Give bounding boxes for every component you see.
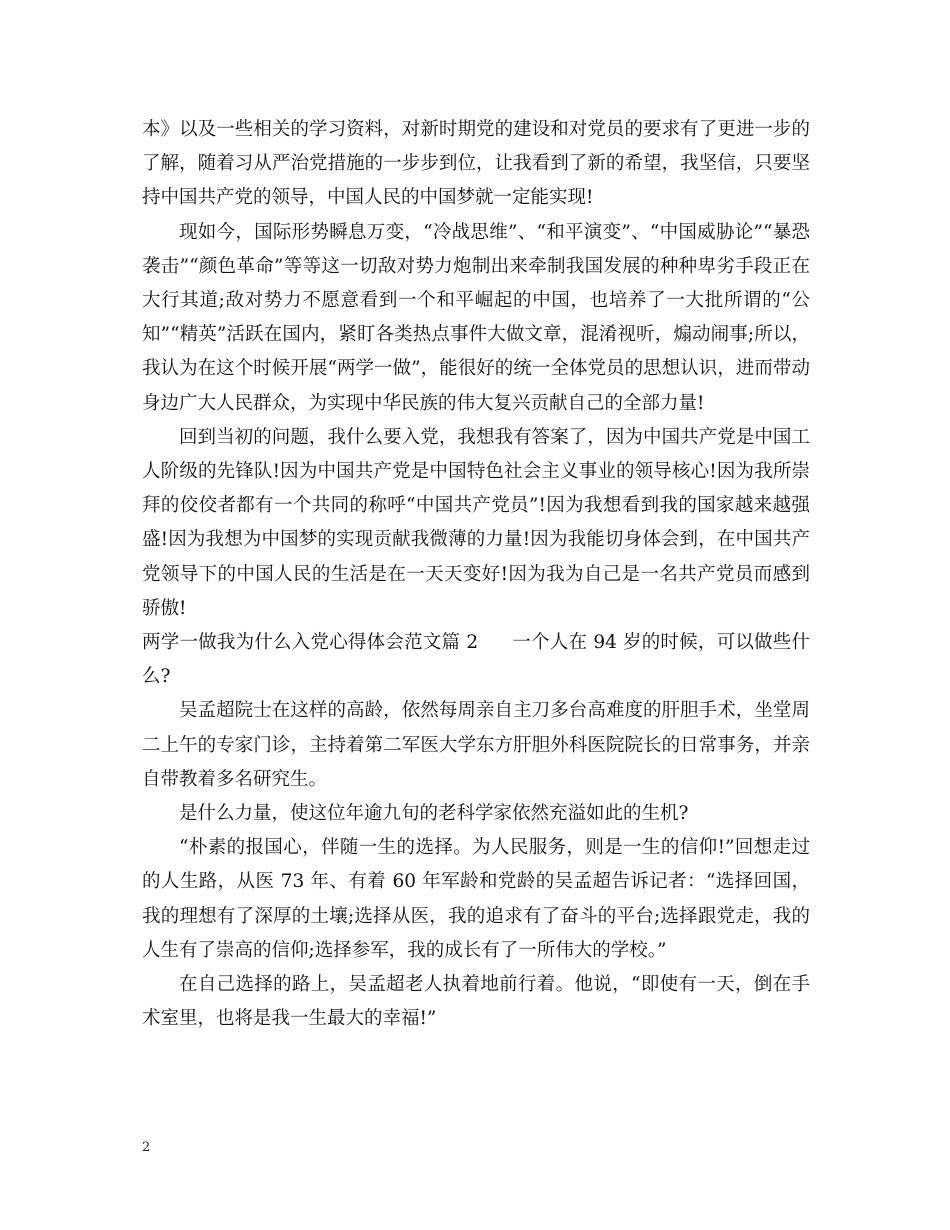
section-title: 两学一做我为什么入党心得体会范文篇 2 [142,632,479,654]
paragraph-continuation: 本》以及一些相关的学习资料，对新时期党的建设和对党员的要求有了更进一步的了解，随着习从严治党措施的一步步到位，让我看到了新的希望，我坚信，只要坚持中国共产党的领导，中国人民的中国梦就一定能实现! [142,119,810,209]
paragraph-why-join-party: 回到当初的问题，我什么要入党，我想我有答案了，因为中国共产党是中国工人阶级的先锋队!因为中国共产党是中国特色社会主义事业的领导核心!因为我所崇拜的佼佼者都有一个共同的称呼“中国共产党员”!因为我想看到我的国家越来越强盛!因为我想为中国梦的实现贡献我微薄的力量!因为我能切身体会到，在中国共产党领导下的中国人民的生活是在一天天变好!因为我为自己是一名共产党员而感到骄傲! [142,426,810,619]
paragraph-question: 是什么力量，使这位年逾九旬的老科学家依然充溢如此的生机? [179,803,689,825]
paragraph-closing: 在自己选择的路上，吴孟超老人执着地前行着。他说，“即使有一天，倒在手术室里，也将是我一生最大的幸福!” [142,974,810,1030]
paragraph-quote: “朴素的报国心，伴随一生的选择。为人民服务，则是一生的信仰!”回想走过的人生路，从医 73 年、有着 60 年军龄和党龄的吴孟超告诉记者：“选择回国，我的理想有了深厚的土壤;选择从医，我的追求有了奋斗的平台;选择跟党走，我的人生有了崇高的信仰;选择参军，我的成长有了一所伟大的学校。” [142,837,810,961]
paragraph-wu-mengchao-work: 吴孟超院士在这样的高龄，依然每周亲自主刀多台高难度的肝胆手术，坐堂周二上午的专家门诊，主持着第二军医大学东方肝胆外科医院院长的日常事务，并亲自带教着多名研究生。 [142,700,810,790]
section-lead: 一个人在 94 岁的时候，可以做些什么? [142,632,810,688]
paragraph-international-situation: 现如今，国际形势瞬息万变，“冷战思维”、“和平演变”、“中国威胁论”“暴恐袭击”“颜色革命”等等这一切敌对势力炮制出来牵制我国发展的种种卑劣手段正在大行其道;敌对势力不愿意看到一个和平崛起的中国，也培养了一大批所谓的“公知”“精英”活跃在国内，紧盯各类热点事件大做文章，混淆视听，煽动闹事;所以，我认为在这个时候开展“两学一做”，能很好的统一全体党员的思想认识，进而带动身边广大人民群众，为实现中华民族的伟大复兴贡献自己的全部力量! [142,221,810,414]
page-number: 2 [142,1140,151,1155]
section-heading-line [142,626,810,694]
document-body [142,113,810,1036]
